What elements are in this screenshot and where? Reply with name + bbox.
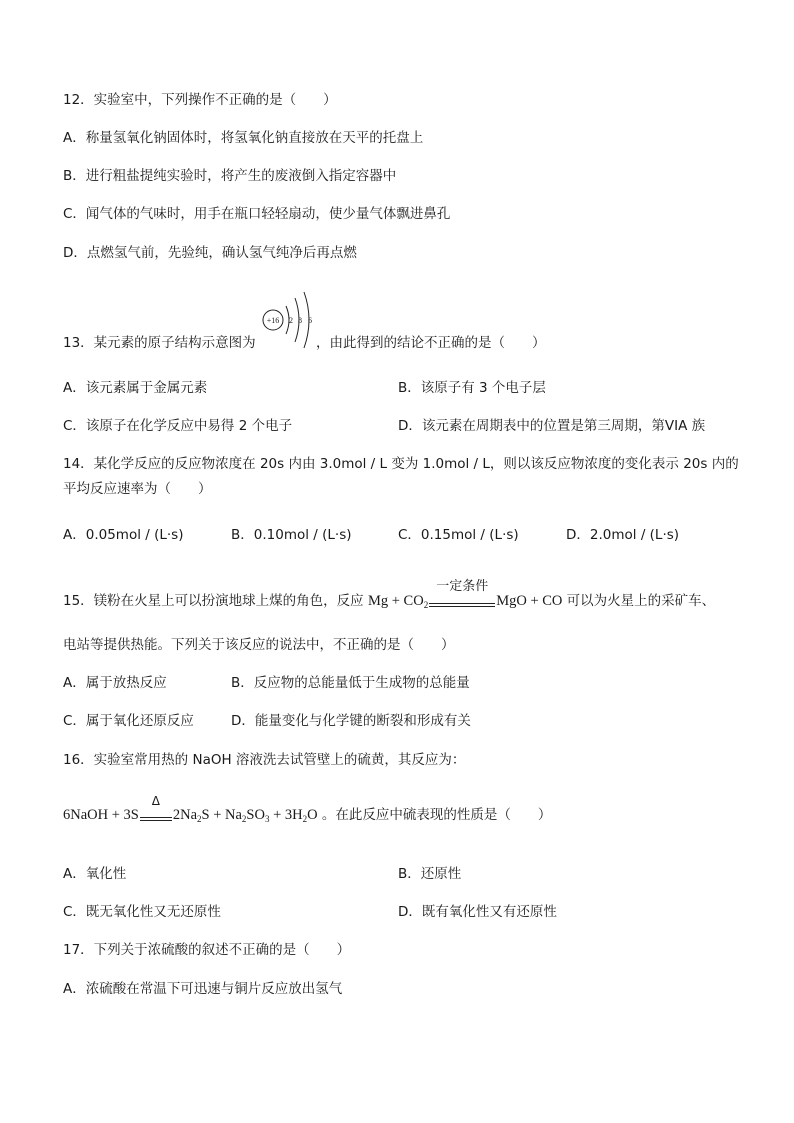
q15-option-b: B．反应物的总能量低于生成物的总能量 [231, 675, 470, 691]
q14-option-b: B．0.10mol / (L·s) [231, 527, 352, 543]
q17-option-a: A．浓硫酸在常温下可迅速与铜片反应放出氢气 [63, 981, 343, 997]
q16-stem-after: 。在此反应中硫表现的性质是（ ） [317, 807, 552, 823]
q15-option-c: C．属于氧化还原反应 [63, 713, 194, 729]
q16-option-a: A．氧化性 [63, 866, 127, 882]
q12-option-c: C．闻气体的气味时，用手在瓶口轻轻扇动，使少量气体飘进鼻孔 [63, 206, 451, 222]
nucleus-charge: +16 [266, 316, 280, 325]
q14-option-d: D．2.0mol / (L·s) [566, 527, 680, 543]
q13-option-a: A．该元素属于金属元素 [63, 380, 208, 396]
q15-option-a: A．属于放热反应 [63, 675, 167, 691]
q12-stem: 12．实验室中，下列操作不正确的是（ ） [63, 92, 337, 108]
q16-products: $2Na_2S + Na_2SO_3 + 3H_2O$ [172, 807, 318, 824]
q13-stem-before: 13．某元素的原子结构示意图为 [63, 335, 256, 351]
shell-1-electrons: 2 [289, 316, 293, 325]
q16-option-d: D．既有氧化性又有还原性 [398, 904, 557, 920]
q15-products: MgO + CO [496, 593, 563, 609]
q15-reaction-arrow [429, 579, 495, 610]
q16-option-b: B．还原性 [398, 866, 462, 882]
q15-stem-before: 15．镁粉在火星上可以扮演地球上煤的角色，反应 [63, 593, 368, 609]
q15-reactants: $Mg + CO_2$ [367, 593, 429, 610]
q16-stem-line1: 16．实验室常用热的 NaOH 溶液洗去试管壁上的硫黄，其反应为： [63, 752, 466, 768]
q14-option-a: A．0.05mol / (L·s) [63, 527, 184, 543]
q14-stem-line1: 14．某化学反应的反应物浓度在 20s 内由 3.0mol / L 变为 1.0mol / L，则以该反应物浓度的变化表示 20s 内的 [63, 456, 739, 472]
q12-option-d: D．点燃氢气前，先验纯，确认氢气纯净后再点燃 [63, 245, 357, 261]
shell-2-electrons: 8 [298, 316, 302, 325]
q12-option-a: A．称量氢氧化钠固体时，将氢氧化钠直接放在天平的托盘上 [63, 130, 424, 146]
q15-option-d: D．能量变化与化学键的断裂和形成有关 [231, 713, 471, 729]
q16-equation-line [63, 794, 552, 824]
q16-reaction-arrow [140, 794, 172, 824]
q16-option-c: C．既无氧化性又无还原性 [63, 904, 221, 920]
q12-option-b: B．进行粗盐提纯实验时，将产生的废液倒入指定容器中 [63, 168, 397, 184]
q13-option-d: D．该元素在周期表中的位置是第三周期，第VIA 族 [398, 418, 706, 434]
q13-option-b: B．该原子有 3 个电子层 [398, 380, 546, 396]
q15-stem-after: 可以为火星上的采矿车、 [562, 593, 716, 609]
q16-reactants: 6NaOH + 3S [63, 807, 139, 823]
q13-option-c: C．该原子在化学反应中易得 2 个电子 [63, 418, 293, 434]
atomic-structure-diagram [258, 288, 320, 350]
q14-stem-line2: 平均反应速率为（ ） [63, 481, 212, 497]
q14-option-c: C．0.15mol / (L·s) [398, 527, 519, 543]
q13-stem-after: ，由此得到的结论不正确的是（ ） [316, 335, 546, 351]
q15-stem-line1 [63, 579, 716, 610]
q17-stem: 17．下列关于浓硫酸的叙述不正确的是（ ） [63, 942, 351, 958]
q15-stem-line2: 电站等提供热能。下列关于该反应的说法中，不正确的是（ ） [63, 637, 455, 653]
shell-3-electrons: 6 [308, 316, 312, 325]
q16-heat-symbol: Δ [151, 794, 160, 808]
q15-condition: 一定条件 [436, 579, 489, 594]
